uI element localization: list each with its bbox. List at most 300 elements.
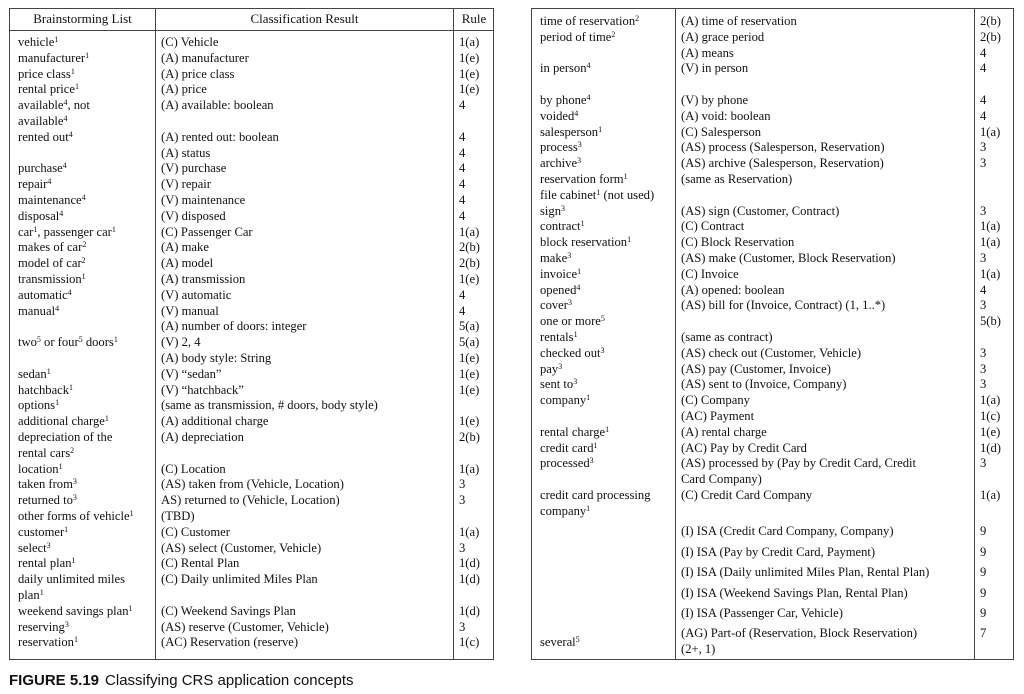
term-text: (not used) [600, 187, 655, 202]
footnote-marker: 3 [567, 251, 572, 260]
term-cell [18, 572, 125, 588]
term-cell [18, 556, 76, 572]
term-text: rental plan [18, 556, 72, 571]
term-cell [18, 588, 44, 604]
classification-cell: (AS) sent to (Invoice, Company) [681, 377, 847, 392]
table-row [532, 346, 1013, 362]
classification-cell: Card Company) [681, 472, 762, 487]
classification-cell: (TBD) [161, 509, 195, 523]
table-row [532, 204, 1013, 220]
table-row [10, 304, 493, 320]
table-row [10, 525, 493, 541]
classification-cell: (A) depreciation [161, 430, 244, 444]
footnote-marker: 1 [580, 219, 585, 229]
figure-caption-text: Classifying CRS application concepts [105, 672, 354, 689]
rule-cell: 1(a) [980, 124, 1001, 139]
left-classification-table [9, 8, 494, 660]
term-text: rental cars [18, 445, 71, 460]
term-cell [18, 446, 74, 462]
classification-cell: (AS) archive (Salesperson, Reservation) [681, 156, 884, 171]
table-row [532, 219, 1013, 235]
classification-cell: (V) automatic [161, 287, 232, 302]
footnote-marker: 1 [623, 172, 628, 181]
classification-cell: (A) manufacturer [161, 50, 249, 65]
term-text: taken from [18, 477, 73, 492]
table-row [10, 462, 493, 478]
term-text: sent to [540, 377, 574, 392]
rule-cell: 3 [980, 456, 987, 471]
footnote-marker: 1 [75, 82, 79, 92]
footnote-marker: 3 [577, 156, 582, 166]
footnote-marker: 4 [67, 287, 72, 297]
classification-cell: (A) time of reservation [681, 14, 797, 28]
term-text: other forms of vehicle [18, 509, 130, 523]
footnote-marker: 4 [586, 61, 591, 71]
footnote-marker: 1 [104, 414, 109, 424]
term-cell [540, 140, 582, 156]
footnote-marker: 4 [574, 108, 579, 118]
term-cell [18, 620, 69, 636]
rule-cell: 1(a) [980, 266, 1001, 281]
term-text: credit card [540, 440, 594, 455]
header-brainstorming-list: Brainstorming List [33, 11, 132, 26]
term-text: , passenger car [37, 224, 112, 239]
term-cell [18, 67, 75, 83]
term-text: pay [540, 361, 559, 376]
table-row [532, 46, 1013, 62]
term-text: plan [18, 588, 40, 602]
classification-cell: (A) rental charge [681, 424, 767, 439]
term-cell [540, 188, 654, 204]
table-row [532, 456, 1013, 472]
term-cell [540, 251, 571, 267]
classification-cell: (A) means [681, 45, 734, 60]
term-text: doors [82, 335, 114, 350]
term-cell [540, 488, 651, 504]
term-text: options [18, 398, 56, 413]
footnote-marker: 4 [576, 282, 581, 292]
term-cell [540, 635, 580, 651]
term-text: transmission [18, 272, 82, 286]
classification-cell: (A) available: boolean [161, 98, 274, 113]
table-row [10, 193, 493, 209]
term-cell [540, 330, 578, 346]
rule-cell: 5(b) [980, 314, 1001, 329]
table-row [10, 430, 493, 446]
term-cell [18, 525, 68, 541]
term-text: available [18, 114, 64, 128]
footnote-marker: 3 [72, 477, 77, 487]
term-text: car [18, 224, 34, 239]
classification-cell: (AS) check out (Customer, Vehicle) [681, 345, 862, 360]
table-row [532, 441, 1013, 457]
term-cell [18, 256, 86, 272]
term-text: repair [18, 177, 48, 192]
term-text: company [540, 503, 587, 518]
classification-cell: (C) Location [161, 461, 226, 476]
footnote-marker: 1 [113, 335, 118, 345]
classification-cell: (I) ISA (Credit Card Company, Company) [681, 524, 894, 538]
footnote-marker: 3 [46, 540, 51, 550]
rule-cell: 1(e) [980, 424, 1001, 439]
isa-row [532, 565, 1013, 581]
rule-cell: 1(e) [459, 382, 480, 397]
term-cell [18, 335, 118, 351]
table-row [532, 14, 1013, 30]
table-row [532, 61, 1013, 77]
footnote-marker: 2 [82, 240, 87, 250]
term-cell [540, 61, 591, 77]
classification-cell: (V) repair [161, 177, 211, 192]
term-text: process [540, 140, 578, 155]
table-row [10, 256, 493, 272]
term-text: sedan [18, 366, 47, 381]
classification-cell: (V) disposed [161, 208, 226, 223]
table-row [532, 626, 1013, 656]
term-cell [18, 272, 86, 288]
classification-cell: AS) returned to (Vehicle, Location) [161, 493, 340, 508]
term-cell [18, 493, 77, 509]
rule-cell: 1(a) [980, 235, 1001, 250]
term-cell [18, 82, 79, 98]
term-cell [18, 130, 73, 146]
term-cell [540, 93, 591, 109]
rule-cell: 1(e) [459, 82, 480, 97]
term-text: salesperson [540, 124, 599, 139]
table-row [10, 367, 493, 383]
term-cell [540, 504, 590, 520]
table-row [532, 140, 1013, 156]
classification-cell: (I) ISA (Weekend Savings Plan, Rental Plan) [681, 585, 908, 600]
table-row [10, 541, 493, 557]
term-cell [18, 509, 134, 525]
footnote-marker: 2 [70, 445, 75, 455]
term-text: invoice [540, 266, 578, 281]
footnote-marker: 1 [85, 50, 90, 60]
footnote-marker: 2 [635, 14, 640, 23]
term-cell [540, 346, 605, 362]
header-divider [10, 30, 493, 31]
footnote-marker: 1 [128, 603, 133, 613]
footnote-marker: 1 [33, 224, 38, 234]
term-text: opened [540, 282, 577, 297]
table-row [10, 556, 493, 572]
table-row [532, 109, 1013, 125]
term-text: price class [18, 66, 71, 81]
term-cell [540, 393, 590, 409]
term-cell [18, 114, 67, 130]
term-text: time of reservation [540, 14, 636, 28]
table-row [10, 477, 493, 493]
term-text: depreciation of the [18, 430, 113, 444]
table-row [10, 288, 493, 304]
rule-cell: 3 [980, 203, 987, 218]
term-text: vehicle [18, 35, 55, 49]
term-text: make [540, 251, 568, 265]
classification-cell: (2+, 1) [681, 642, 716, 656]
footnote-marker: 1 [58, 461, 63, 471]
term-cell [540, 377, 577, 393]
isa-row [532, 545, 1013, 561]
footnote-marker: 1 [573, 330, 578, 339]
classification-cell: (A) transmission [161, 272, 246, 286]
rule-cell: 4 [980, 45, 987, 60]
term-text: block reservation [540, 235, 628, 250]
rule-cell: 3 [459, 477, 466, 492]
footnote-marker: 1 [71, 556, 76, 566]
rule-cell: 1(a) [980, 488, 1001, 502]
rule-cell: 4 [459, 161, 466, 176]
classification-cell: (C) Rental Plan [161, 556, 240, 571]
footnote-marker: 1 [39, 588, 44, 597]
rule-cell: 2(b) [980, 14, 1001, 28]
table-row [10, 82, 493, 98]
table-row [10, 446, 493, 462]
term-text: reserving [18, 619, 65, 634]
rule-cell: 2(b) [980, 29, 1001, 44]
table-row [532, 472, 1013, 488]
term-text: manual [18, 303, 56, 318]
rule-cell: 1(c) [459, 635, 480, 650]
footnote-marker: 1 [586, 393, 591, 403]
footnote-marker: 4 [63, 114, 68, 123]
term-cell [18, 288, 72, 304]
term-text: select [18, 540, 47, 555]
table-row [532, 377, 1013, 393]
table-row [10, 114, 493, 130]
table-row [10, 225, 493, 241]
footnote-marker: 4 [63, 98, 68, 108]
term-cell [18, 635, 78, 651]
classification-cell: (V) in person [681, 61, 749, 76]
classification-cell: (AS) process (Salesperson, Reservation) [681, 140, 885, 155]
classification-cell: (A) opened: boolean [681, 282, 785, 297]
footnote-marker: 5 [78, 335, 83, 345]
term-text: rental price [18, 82, 75, 97]
term-cell [540, 172, 628, 188]
term-text: model of car [18, 256, 82, 271]
rule-cell: 4 [459, 193, 466, 207]
footnote-marker: 1 [81, 272, 86, 281]
classification-cell: (V) purchase [161, 161, 227, 176]
footnote-marker: 5 [575, 635, 580, 644]
classification-cell: (A) price [161, 82, 207, 97]
classification-cell: (I) ISA (Pay by Credit Card, Payment) [681, 544, 876, 559]
table-row [10, 146, 493, 162]
table-row [10, 414, 493, 430]
classification-cell: (C) Vehicle [161, 35, 219, 49]
term-cell [540, 14, 639, 30]
table-row [10, 509, 493, 525]
term-cell [540, 298, 572, 314]
footnote-marker: 1 [69, 382, 74, 392]
table-row [532, 188, 1013, 204]
footnote-marker: 2 [611, 29, 616, 39]
table-row [10, 67, 493, 83]
rule-cell: 3 [980, 298, 987, 313]
rule-cell: 3 [980, 140, 987, 155]
classification-cell: (A) grace period [681, 29, 765, 44]
classification-cell: (C) Contract [681, 219, 745, 234]
term-cell [18, 604, 133, 620]
rule-cell: 1(d) [459, 603, 480, 618]
term-text: checked out [540, 345, 601, 360]
classification-cell: (V) manual [161, 303, 219, 318]
classification-cell: (C) Weekend Savings Plan [161, 603, 296, 618]
footnote-marker: 1 [596, 187, 601, 197]
term-text: processed [540, 456, 590, 471]
term-text: hatchback [18, 382, 70, 397]
classification-cell: (AC) Reservation (reserve) [161, 635, 299, 650]
isa-row [532, 606, 1013, 622]
term-text: period of time [540, 29, 612, 44]
rule-cell: 4 [459, 98, 466, 113]
footnote-marker: 1 [54, 35, 59, 44]
footnote-marker: 3 [561, 203, 565, 213]
table-row [532, 409, 1013, 425]
table-row [10, 98, 493, 114]
rule-cell: 1(e) [459, 272, 480, 286]
table-row [10, 51, 493, 67]
term-cell [18, 98, 90, 114]
footnote-marker: 4 [586, 93, 591, 102]
classification-cell: (same as contract) [681, 330, 773, 344]
term-text: automatic [18, 287, 68, 302]
table-row [532, 314, 1013, 330]
classification-cell: (AS) sign (Customer, Contract) [681, 203, 840, 218]
footnote-marker: 1 [46, 366, 51, 376]
classification-cell: (same as Reservation) [681, 172, 793, 186]
footnote-marker: 3 [589, 456, 594, 466]
rule-cell: 1(a) [459, 461, 480, 476]
classification-cell: (V) 2, 4 [161, 335, 201, 350]
footnote-marker: 1 [627, 235, 632, 245]
rule-cell: 4 [980, 108, 987, 123]
classification-cell: (C) Credit Card Company [681, 488, 813, 502]
figure-caption [9, 672, 353, 690]
rule-cell: 3 [459, 493, 466, 508]
classification-cell: (I) ISA (Passenger Car, Vehicle) [681, 606, 843, 620]
term-cell [18, 51, 89, 67]
rule-cell: 1(e) [459, 414, 480, 429]
term-text: contract [540, 219, 581, 234]
table-row [10, 161, 493, 177]
figure-label: FIGURE 5.19 [9, 672, 100, 689]
rule-cell: 1(a) [980, 219, 1001, 234]
classification-cell: (C) Customer [161, 524, 230, 539]
rule-cell: 4 [459, 129, 466, 144]
term-cell [540, 362, 562, 378]
classification-cell: (V) by phone [681, 93, 749, 107]
term-cell [18, 161, 67, 177]
rule-cell: 4 [459, 177, 466, 192]
footnote-marker: 3 [558, 361, 563, 371]
table-row [532, 172, 1013, 188]
footnote-marker: 4 [59, 208, 64, 218]
rule-cell: 3 [980, 361, 987, 376]
classification-cell: (AS) make (Customer, Block Reservation) [681, 251, 896, 265]
term-cell [540, 314, 605, 330]
classification-cell: (C) Salesperson [681, 124, 762, 139]
table-row [532, 156, 1013, 172]
classification-cell: (C) Daily unlimited Miles Plan [161, 572, 318, 587]
term-cell [18, 541, 51, 557]
term-cell [540, 283, 580, 299]
classification-cell: (A) void: boolean [681, 108, 771, 123]
term-text: one or more [540, 314, 601, 329]
term-text: rented out [18, 129, 69, 144]
term-cell [18, 414, 109, 430]
table-row [10, 240, 493, 256]
rule-cell: 2(b) [459, 256, 480, 271]
table-row [10, 272, 493, 288]
classification-cell: (AG) Part-of (Reservation, Block Reservation) [681, 626, 918, 640]
footnote-marker: 3 [64, 619, 69, 629]
term-cell [18, 383, 73, 399]
term-text: , not [67, 98, 90, 113]
footnote-marker: 3 [573, 377, 578, 387]
table-row [10, 130, 493, 146]
header-classification-result: Classification Result [250, 11, 359, 26]
footnote-marker: 3 [72, 493, 77, 503]
rule-cell: 1(d) [459, 556, 480, 571]
rule-cell: 4 [459, 208, 466, 223]
rule-cell: 1(c) [980, 409, 1001, 423]
term-cell [540, 125, 602, 141]
table-row [10, 604, 493, 620]
footnote-marker: 1 [70, 66, 75, 76]
term-text: voided [540, 108, 575, 123]
classification-cell: (AS) processed by (Pay by Credit Card, Credit [681, 456, 917, 471]
term-text: makes of car [18, 240, 83, 255]
rule-cell: 1(a) [459, 35, 480, 49]
classification-cell: (A) status [161, 145, 211, 160]
footnote-marker: 5 [36, 335, 41, 345]
rule-cell: 9 [980, 544, 987, 559]
table-row [10, 572, 493, 588]
table-row [532, 77, 1013, 93]
table-row [532, 425, 1013, 441]
rule-cell: 5(a) [459, 319, 480, 334]
rule-cell: 4 [980, 61, 987, 76]
footnote-marker: 4 [81, 193, 86, 202]
table-row [532, 267, 1013, 283]
footnote-marker: 1 [593, 440, 598, 450]
table-row [532, 488, 1013, 504]
term-cell [18, 430, 112, 446]
rule-cell: 3 [980, 156, 987, 171]
table-row [10, 209, 493, 225]
footnote-marker: 2 [81, 256, 86, 266]
rule-cell: 2(b) [459, 240, 480, 255]
term-cell [540, 267, 581, 283]
table-row [10, 398, 493, 414]
table-row [10, 588, 493, 604]
term-cell [540, 425, 609, 441]
term-text: returned to [18, 493, 73, 508]
classification-cell: (AC) Payment [681, 409, 755, 423]
table-row [532, 330, 1013, 346]
rule-cell: 3 [980, 251, 987, 265]
rule-cell: 1(e) [459, 50, 480, 65]
classification-cell: (V) “sedan” [161, 366, 222, 381]
footnote-marker: 4 [68, 129, 73, 139]
term-text: in person [540, 61, 587, 76]
table-row [532, 504, 1013, 520]
classification-cell: (A) make [161, 240, 209, 255]
term-text: additional charge [18, 414, 105, 429]
footnote-marker: 1 [129, 509, 134, 518]
